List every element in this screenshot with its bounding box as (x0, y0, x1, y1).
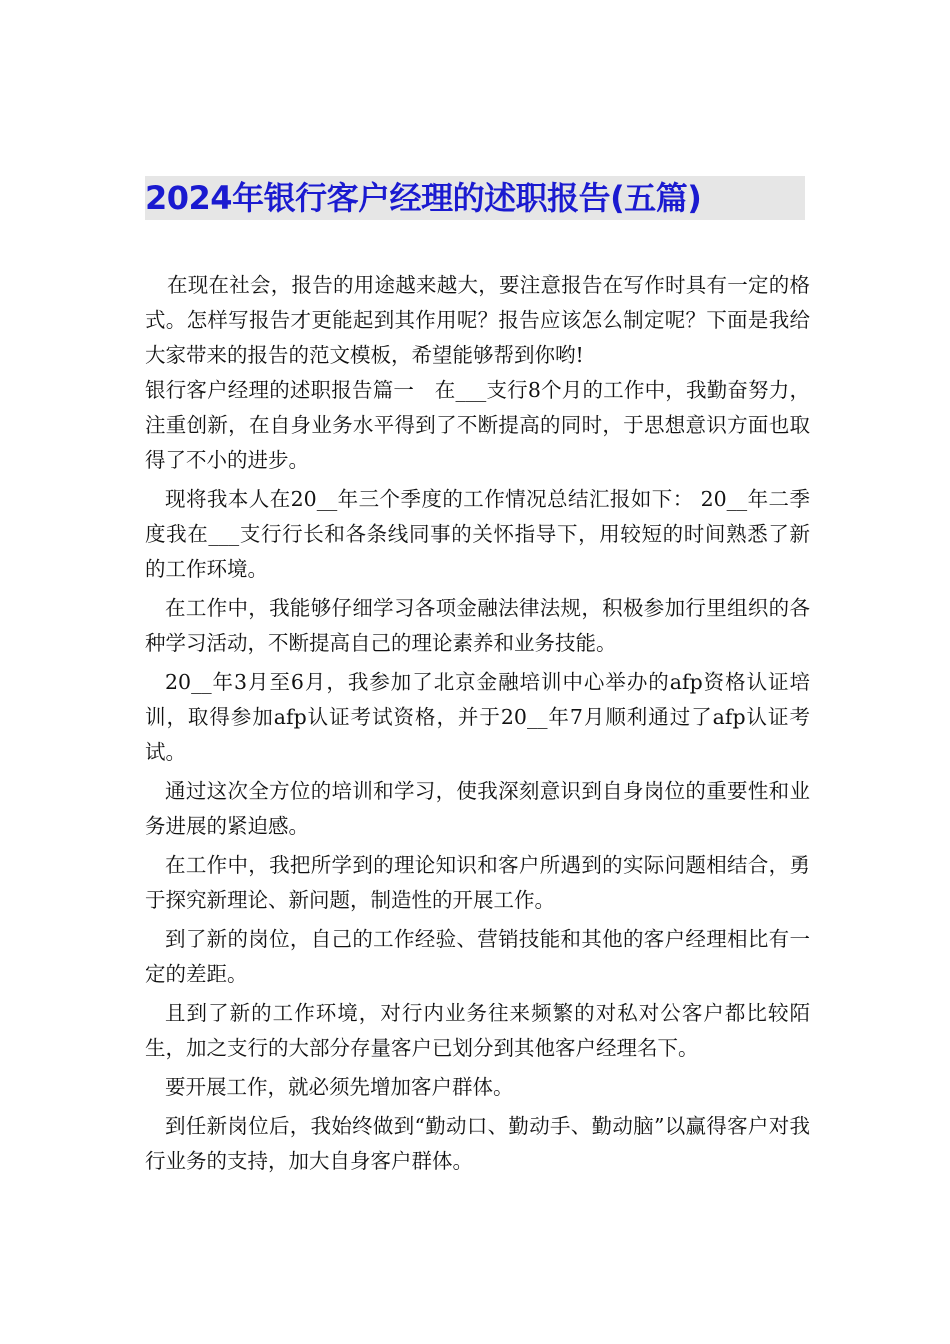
paragraph: 通过这次全方位的培训和学习，使我深刻意识到自身岗位的重要性和业务进展的紧迫感。 (145, 779, 810, 838)
document-body (145, 268, 810, 1183)
paragraph: 20__年3月至6月，我参加了北京金融培训中心举办的afp资格认证培训，取得参加afp认证考试资格，并于20__年7月顺利通过了afp认证考试。 (145, 670, 810, 764)
paragraph-section-one: 银行客户经理的述职报告篇一 在___支行8个月的工作中，我勤奋努力，注重创新，在自身业务水平得到了不断提高的同时，于思想意识方面也取得了不小的进步。 (145, 378, 810, 472)
paragraph: 且到了新的工作环境，对行内业务往来频繁的对私对公客户都比较陌生，加之支行的大部分存量客户已划分到其他客户经理名下。 (145, 1001, 810, 1060)
paragraph: 要开展工作，就必须先增加客户群体。 (165, 1075, 514, 1099)
title-highlight (145, 176, 805, 220)
paragraph: 现将我本人在20__年三个季度的工作情况总结汇报如下： 20__年二季度我在___支行行长和各条线同事的关怀指导下，用较短的时间熟悉了新的工作环境。 (145, 487, 810, 581)
paragraph-intro: 在现在社会，报告的用途越来越大，要注意报告在写作时具有一定的格式。怎样写报告才更能起到其作用呢？报告应该怎么制定呢？下面是我给大家带来的报告的范文模板，希望能够帮到你哟! (145, 273, 810, 367)
paragraph: 在工作中，我把所学到的理论知识和客户所遇到的实际问题相结合，勇于探究新理论、新问题，制造性的开展工作。 (145, 853, 810, 912)
paragraph: 到了新的岗位，自己的工作经验、营销技能和其他的客户经理相比有一定的差距。 (145, 927, 810, 986)
paragraph: 在工作中，我能够仔细学习各项金融法律法规，积极参加行里组织的各种学习活动，不断提高自己的理论素养和业务技能。 (145, 596, 810, 655)
paragraph: 到任新岗位后，我始终做到“勤动口、勤动手、勤动脑”以赢得客户对我行业务的支持，加大自身客户群体。 (145, 1114, 810, 1173)
document-title: 2024年银行客户经理的述职报告(五篇) (145, 179, 702, 217)
